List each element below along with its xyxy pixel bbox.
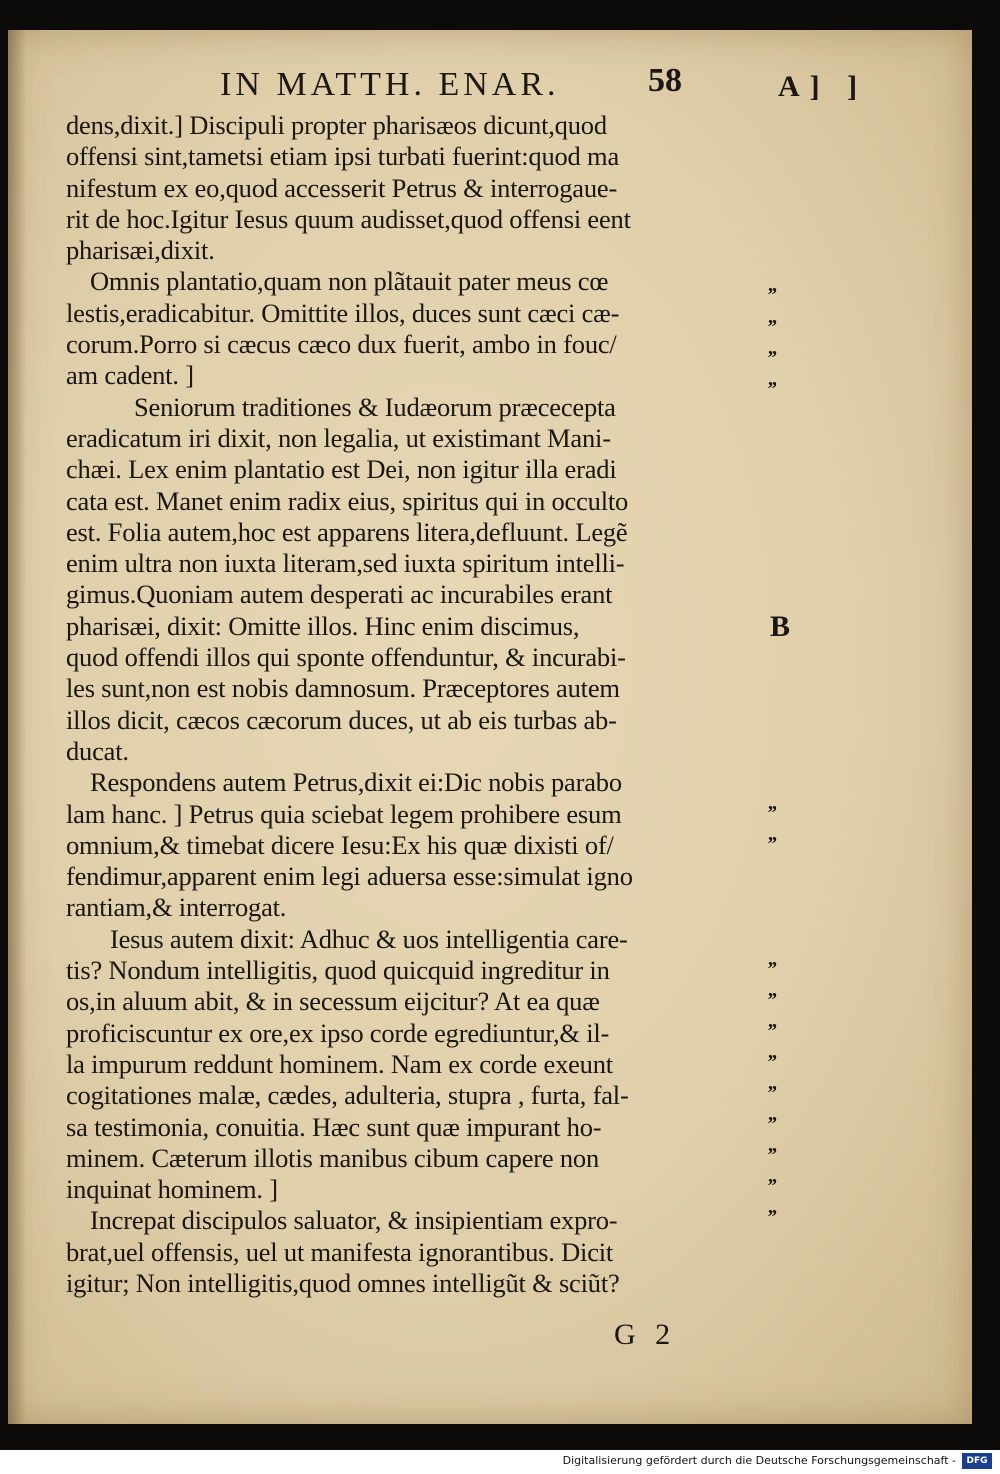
text-line: illos dicit, cæcos cæcorum duces, ut ab eis turbas ab- — [66, 704, 617, 735]
margin-quote-mark: ,, — [768, 274, 776, 296]
margin-section-letter: B — [770, 610, 791, 643]
text-line: Respondens autem Petrus,dixit ei:Dic nobis parabo — [90, 767, 622, 798]
text-line: enim ultra non iuxta literam,sed iuxta spiritum intelli- — [66, 548, 625, 579]
text-line: ducat. — [66, 735, 129, 766]
margin-quote-mark: ,, — [768, 306, 776, 328]
text-line: eradicatum iri dixit, non legalia, ut existimant Mani- — [66, 422, 611, 453]
text-line: tis? Nondum intelligitis, quod quicquid ingreditur in — [66, 955, 610, 986]
text-line: lestis,eradicabitur. Omittite illos, duces sunt cæci cæ- — [66, 297, 620, 328]
text-line: nifestum ex eo,quod accesserit Petrus & interrogaue- — [66, 172, 618, 203]
page-number: 58 — [648, 62, 682, 99]
margin-quote-mark: ,, — [768, 1196, 776, 1218]
funding-credit: Digitalisierung gefördert durch die Deutsche Forschungsgemeinschaft - — [562, 1454, 956, 1467]
margin-section-mark: A] ] — [778, 70, 868, 103]
text-line: rantiam,& interrogat. — [66, 892, 287, 923]
margin-quote-mark: ,, — [768, 1072, 776, 1094]
margin-quote-mark: ,, — [768, 337, 776, 359]
text-line: cogitationes malæ, cædes, adulteria, stupra , furta, fal- — [66, 1080, 629, 1111]
text-line: os,in aluum abit, & in secessum eijcitur? At ea quæ — [66, 986, 600, 1017]
text-line: Seniorum traditiones & Iudæorum præcecepta — [134, 391, 616, 422]
text-line: quod offendi illos qui sponte offenduntur, & incurabi- — [66, 642, 626, 673]
margin-quote-mark: ,, — [768, 823, 776, 845]
body-text — [66, 110, 756, 1299]
text-line: gimus.Quoniam autem desperati ac incurabiles erant — [66, 579, 613, 610]
margin-quote-mark: ,, — [768, 1041, 776, 1063]
text-line: dens,dixit.] Discipuli propter pharisæos dicunt,quod — [66, 110, 607, 140]
page-gutter-shadow — [8, 30, 26, 1424]
text-line: minem. Cæterum illotis manibus cibum capere non — [66, 1142, 600, 1173]
text-line: proficiscuntur ex ore,ex ipso corde egrediuntur,& il- — [66, 1017, 610, 1048]
margin-quote-mark: ,, — [768, 1103, 776, 1125]
text-line: brat,uel offensis, uel ut manifesta ignorantibus. Dicit — [66, 1236, 614, 1267]
text-line: inquinat hominem. ] — [66, 1174, 278, 1205]
text-line: lam hanc. ] Petrus quia sciebat legem prohibere esum — [66, 798, 622, 829]
text-line: Increpat discipulos saluator, & insipientiam expro- — [90, 1205, 618, 1236]
margin-quote-mark: ,, — [768, 948, 776, 970]
text-line: fendimur,apparent enim legi aduersa esse:simulat igno — [66, 861, 633, 892]
dfg-logo: DFG — [962, 1453, 992, 1469]
text-line: chæi. Lex enim plantatio est Dei, non igitur illa eradi — [66, 454, 617, 485]
margin-quote-mark: ,, — [768, 792, 776, 814]
text-line: corum.Porro si cæcus cæco dux fuerit, ambo in fouc/ — [66, 329, 617, 360]
text-line: Omnis plantatio,quam non plãtauit pater meus cœ — [90, 266, 609, 297]
running-title: IN MATTH. ENAR. — [220, 66, 560, 103]
digitization-footer — [0, 1450, 1000, 1474]
signature-mark: G 2 — [614, 1318, 677, 1351]
text-line: cata est. Manet enim radix eius, spiritus qui in occulto — [66, 485, 629, 516]
text-line: offensi sint,tametsi etiam ipsi turbati fuerint:quod ma — [66, 141, 620, 172]
text-line: la impurum reddunt hominem. Nam ex corde exeunt — [66, 1048, 613, 1079]
margin-quote-mark: ,, — [768, 1010, 776, 1032]
text-line: am cadent. ] — [66, 360, 194, 391]
text-line: rit de hoc.Igitur Iesus quum audisset,quod offensi eent — [66, 203, 631, 234]
text-line: pharisæi,dixit. — [66, 235, 215, 266]
book-page — [8, 30, 972, 1424]
margin-quote-mark: ,, — [768, 979, 776, 1001]
text-line: Iesus autem dixit: Adhuc & uos intelligentia care- — [110, 923, 628, 954]
margin-quote-mark: ,, — [768, 368, 776, 390]
text-line: igitur; Non intelligitis,quod omnes intelligũt & sciũt? — [66, 1267, 620, 1298]
page-header — [8, 62, 972, 116]
margin-quote-mark: ,, — [768, 1165, 776, 1187]
text-line: pharisæi, dixit: Omitte illos. Hinc enim discimus, — [66, 610, 580, 641]
margin-quote-mark: ,, — [768, 1134, 776, 1156]
text-line: est. Folia autem,hoc est apparens litera,defluunt. Legẽ — [66, 516, 628, 547]
text-line: omnium,& timebat dicere Iesu:Ex his quæ dixisti of/ — [66, 829, 614, 860]
text-line: sa testimonia, conuitia. Hæc sunt quæ impurant ho- — [66, 1111, 602, 1142]
text-line: les sunt,non est nobis damnosum. Præceptores autem — [66, 673, 620, 704]
